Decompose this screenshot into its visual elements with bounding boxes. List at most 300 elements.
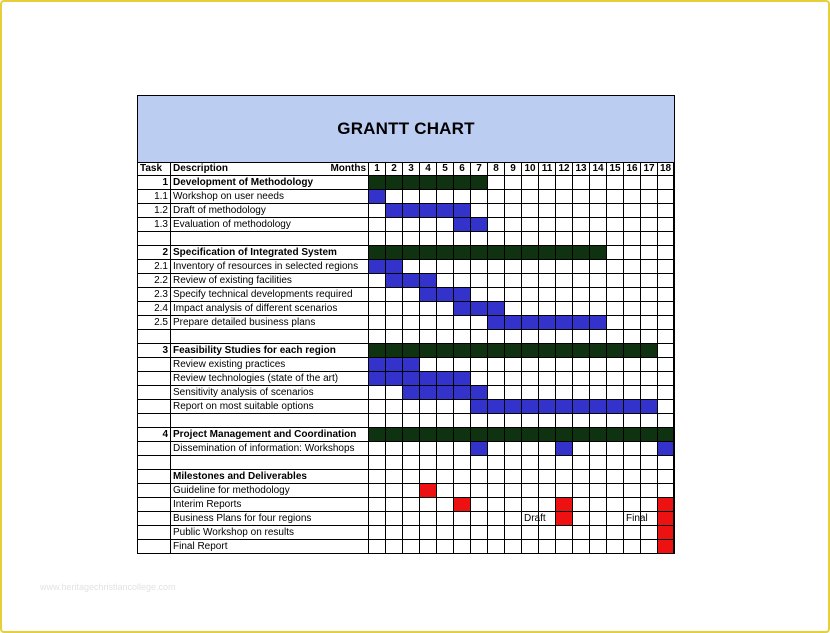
month-header-14: 14 [590, 162, 607, 176]
timeline-cell [556, 302, 573, 316]
timeline-cell [522, 372, 539, 386]
timeline-cell [420, 540, 437, 554]
timeline-cell [454, 526, 471, 540]
table-row [138, 428, 674, 442]
month-header-15: 15 [607, 162, 624, 176]
timeline-cell [573, 218, 590, 232]
timeline-cell [505, 218, 522, 232]
timeline-cell [403, 498, 420, 512]
table-row [138, 498, 674, 512]
timeline-bar-cell [369, 176, 386, 190]
timeline-cell [522, 498, 539, 512]
timeline-cell [539, 414, 556, 428]
timeline-bar-cell [437, 428, 454, 442]
timeline-bar-cell [471, 176, 488, 190]
timeline-cell [488, 386, 505, 400]
timeline-bar-cell [471, 428, 488, 442]
task-description: Interim Reports [171, 498, 369, 512]
timeline-cell [488, 232, 505, 246]
table-row [138, 190, 674, 204]
timeline-bar-cell [454, 204, 471, 218]
timeline-cell [505, 386, 522, 400]
timeline-cell [420, 232, 437, 246]
timeline-cell [607, 526, 624, 540]
timeline-cell [573, 274, 590, 288]
timeline-cell [590, 540, 607, 554]
timeline-bar-cell [488, 400, 505, 414]
timeline-cell [607, 540, 624, 554]
timeline-cell [369, 316, 386, 330]
timeline-bar-cell [420, 274, 437, 288]
table-row [138, 442, 674, 456]
timeline-cell [573, 386, 590, 400]
timeline-cell [556, 414, 573, 428]
timeline-cell [590, 498, 607, 512]
timeline-cell [641, 232, 658, 246]
timeline-bar-cell [369, 260, 386, 274]
timeline-cell [624, 526, 641, 540]
table-row [138, 260, 674, 274]
timeline-cell [437, 260, 454, 274]
timeline-cell [539, 386, 556, 400]
timeline-bar-cell [454, 246, 471, 260]
timeline-cell [573, 484, 590, 498]
timeline-cell [369, 414, 386, 428]
timeline-cell [573, 190, 590, 204]
timeline-bar-cell [573, 400, 590, 414]
timeline-bar-cell [403, 386, 420, 400]
timeline-cell [420, 400, 437, 414]
timeline-cell [505, 414, 522, 428]
timeline-bar-cell [590, 428, 607, 442]
timeline-cell [437, 470, 454, 484]
timeline-cell [403, 540, 420, 554]
timeline-cell [505, 330, 522, 344]
task-number: 3 [138, 344, 171, 358]
timeline-cell [437, 414, 454, 428]
timeline-cell [556, 190, 573, 204]
timeline-cell [505, 204, 522, 218]
timeline-cell [505, 190, 522, 204]
timeline-cell [641, 456, 658, 470]
table-row [138, 302, 674, 316]
month-header-1: 1 [369, 162, 386, 176]
timeline-cell [420, 330, 437, 344]
timeline-bar-cell [403, 344, 420, 358]
timeline-bar-cell [369, 190, 386, 204]
timeline-cell [556, 372, 573, 386]
table-row [138, 484, 674, 498]
month-header-18: 18 [658, 162, 674, 176]
timeline-cell [437, 316, 454, 330]
timeline-cell [641, 302, 658, 316]
timeline-bar-cell [386, 358, 403, 372]
timeline-cell [522, 302, 539, 316]
timeline-cell [624, 246, 641, 260]
header-description-label: Description [173, 163, 229, 174]
timeline-cell [607, 176, 624, 190]
timeline-bar-cell [556, 442, 573, 456]
timeline-cell [420, 414, 437, 428]
timeline-cell [386, 414, 403, 428]
month-header-16: 16 [624, 162, 641, 176]
timeline-cell [573, 372, 590, 386]
timeline-cell [505, 288, 522, 302]
task-description: Specification of Integrated System [171, 246, 369, 260]
task-number [138, 442, 171, 456]
timeline-cell [403, 414, 420, 428]
timeline-bar-cell [386, 260, 403, 274]
timeline-cell [607, 330, 624, 344]
timeline-cell [590, 526, 607, 540]
timeline-cell [386, 540, 403, 554]
timeline-cell [437, 540, 454, 554]
task-number: 2.3 [138, 288, 171, 302]
month-header-4: 4 [420, 162, 437, 176]
task-number [138, 456, 171, 470]
timeline-cell [522, 204, 539, 218]
task-number: 1.2 [138, 204, 171, 218]
timeline-cell [658, 316, 674, 330]
timeline-cell [386, 288, 403, 302]
task-number [138, 386, 171, 400]
header-months-label: Months [330, 163, 366, 174]
task-number [138, 540, 171, 554]
timeline-cell [505, 498, 522, 512]
timeline-bar-cell [556, 316, 573, 330]
timeline-cell [369, 400, 386, 414]
timeline-cell [471, 190, 488, 204]
timeline-cell [624, 330, 641, 344]
table-row [138, 204, 674, 218]
timeline-cell [658, 274, 674, 288]
timeline-cell [539, 540, 556, 554]
task-description: Impact analysis of different scenarios [171, 302, 369, 316]
timeline-cell [641, 218, 658, 232]
timeline-cell [505, 176, 522, 190]
timeline-cell [658, 386, 674, 400]
timeline-cell [471, 330, 488, 344]
timeline-cell [471, 232, 488, 246]
timeline-cell [641, 442, 658, 456]
task-description: Evaluation of methodology [171, 218, 369, 232]
timeline-cell [522, 218, 539, 232]
task-description: Business Plans for four regions [171, 512, 369, 526]
timeline-bar-cell [573, 246, 590, 260]
timeline-cell [590, 358, 607, 372]
timeline-cell [624, 442, 641, 456]
task-description: Final Report [171, 540, 369, 554]
timeline-cell [488, 512, 505, 526]
timeline-bar-cell [556, 400, 573, 414]
timeline-cell [607, 288, 624, 302]
timeline-cell [641, 358, 658, 372]
task-description: Milestones and Deliverables [171, 470, 369, 484]
timeline-cell [607, 204, 624, 218]
timeline-bar-cell [437, 386, 454, 400]
timeline-cell [590, 288, 607, 302]
timeline-bar-cell [403, 246, 420, 260]
timeline-cell [573, 260, 590, 274]
task-description: Report on most suitable options [171, 400, 369, 414]
timeline-cell [386, 302, 403, 316]
timeline-bar-cell [590, 316, 607, 330]
timeline-bar-cell [573, 316, 590, 330]
timeline-cell [539, 190, 556, 204]
timeline-cell [369, 330, 386, 344]
timeline-bar-cell [420, 288, 437, 302]
timeline-bar-cell [658, 512, 674, 526]
timeline-cell [539, 526, 556, 540]
task-description: Feasibility Studies for each region [171, 344, 369, 358]
timeline-cell [488, 190, 505, 204]
timeline-cell [437, 456, 454, 470]
timeline-cell [539, 470, 556, 484]
timeline-cell [607, 260, 624, 274]
timeline-cell [403, 512, 420, 526]
timeline-bar-cell [437, 204, 454, 218]
timeline-cell [454, 232, 471, 246]
timeline-cell [488, 456, 505, 470]
timeline-cell [556, 330, 573, 344]
month-header-10: 10 [522, 162, 539, 176]
gantt-sheet [137, 95, 675, 554]
timeline-cell [539, 274, 556, 288]
timeline-cell [522, 470, 539, 484]
month-header-12: 12 [556, 162, 573, 176]
timeline-cell [641, 190, 658, 204]
timeline-bar-cell [386, 204, 403, 218]
timeline-cell [369, 302, 386, 316]
timeline-cell [590, 176, 607, 190]
timeline-bar-cell [624, 344, 641, 358]
header-task: Task [138, 162, 171, 176]
timeline-cell [556, 484, 573, 498]
timeline-cell [471, 470, 488, 484]
timeline-cell [437, 218, 454, 232]
timeline-cell [573, 288, 590, 302]
timeline-bar-cell [369, 372, 386, 386]
timeline-cell [641, 470, 658, 484]
task-description: Inventory of resources in selected regions [171, 260, 369, 274]
timeline-cell [590, 218, 607, 232]
timeline-cell [624, 260, 641, 274]
timeline-bar-cell [539, 400, 556, 414]
timeline-cell [488, 204, 505, 218]
timeline-bar-cell [658, 428, 674, 442]
table-row [138, 232, 674, 246]
timeline-cell [403, 218, 420, 232]
timeline-cell [658, 176, 674, 190]
timeline-cell [556, 526, 573, 540]
timeline-cell [420, 512, 437, 526]
timeline-cell [403, 330, 420, 344]
timeline-cell [369, 484, 386, 498]
month-header-8: 8 [488, 162, 505, 176]
timeline-bar-cell [641, 400, 658, 414]
timeline-cell [556, 358, 573, 372]
timeline-bar-cell [454, 498, 471, 512]
timeline-cell [624, 386, 641, 400]
timeline-cell [607, 316, 624, 330]
task-description: Draft of methodology [171, 204, 369, 218]
timeline-bar-cell [641, 428, 658, 442]
table-row [138, 274, 674, 288]
timeline-cell [658, 246, 674, 260]
timeline-cell [522, 176, 539, 190]
timeline-cell [386, 470, 403, 484]
timeline-cell [641, 540, 658, 554]
table-row [138, 218, 674, 232]
timeline-cell [488, 176, 505, 190]
timeline-cell [437, 442, 454, 456]
timeline-bar-cell [522, 344, 539, 358]
timeline-cell [505, 526, 522, 540]
timeline-bar-cell [386, 176, 403, 190]
timeline-bar-cell [471, 246, 488, 260]
task-description: Review existing practices [171, 358, 369, 372]
timeline-bar-cell [556, 344, 573, 358]
timeline-cell [437, 274, 454, 288]
timeline-cell [454, 512, 471, 526]
timeline-cell [488, 330, 505, 344]
timeline-bar-cell [488, 246, 505, 260]
timeline-bar-cell [607, 344, 624, 358]
timeline-cell [505, 302, 522, 316]
timeline-cell [590, 456, 607, 470]
timeline-cell [641, 176, 658, 190]
timeline-cell [522, 540, 539, 554]
timeline-bar-cell [505, 344, 522, 358]
timeline-cell [573, 526, 590, 540]
timeline-cell [437, 302, 454, 316]
timeline-bar-cell [454, 386, 471, 400]
timeline-bar-cell [437, 288, 454, 302]
timeline-cell [556, 274, 573, 288]
timeline-cell [624, 414, 641, 428]
timeline-cell [403, 288, 420, 302]
table-row [138, 400, 674, 414]
timeline-cell [522, 260, 539, 274]
timeline-cell [386, 442, 403, 456]
timeline-bar-cell [522, 428, 539, 442]
timeline-cell [641, 204, 658, 218]
timeline-cell [573, 540, 590, 554]
timeline-cell [590, 232, 607, 246]
timeline-cell [386, 190, 403, 204]
timeline-cell [522, 288, 539, 302]
timeline-cell [607, 246, 624, 260]
timeline-cell [556, 386, 573, 400]
timeline-cell [539, 358, 556, 372]
timeline-cell [539, 498, 556, 512]
timeline-bar-cell [369, 358, 386, 372]
timeline-bar-cell [386, 274, 403, 288]
timeline-cell [641, 484, 658, 498]
timeline-bar-cell [471, 386, 488, 400]
timeline-cell [590, 274, 607, 288]
timeline-cell [403, 260, 420, 274]
task-number: 2 [138, 246, 171, 260]
timeline-cell [420, 358, 437, 372]
timeline-cell [437, 512, 454, 526]
timeline-cell [522, 456, 539, 470]
timeline-cell [658, 190, 674, 204]
timeline-bar-cell [454, 302, 471, 316]
timeline-cell [607, 218, 624, 232]
timeline-bar-cell [607, 400, 624, 414]
timeline-cell [556, 204, 573, 218]
task-number [138, 498, 171, 512]
timeline-cell [488, 260, 505, 274]
month-header-11: 11 [539, 162, 556, 176]
timeline-cell [641, 414, 658, 428]
timeline-cell [658, 288, 674, 302]
table-row [138, 316, 674, 330]
timeline-cell [437, 484, 454, 498]
timeline-cell [590, 260, 607, 274]
timeline-cell [369, 232, 386, 246]
task-number: 4 [138, 428, 171, 442]
table-row [138, 470, 674, 484]
timeline-cell [522, 358, 539, 372]
timeline-cell [556, 176, 573, 190]
table-row [138, 386, 674, 400]
timeline-cell [420, 302, 437, 316]
timeline-cell [522, 274, 539, 288]
timeline-cell [624, 358, 641, 372]
timeline-bar-cell [539, 246, 556, 260]
timeline-bar-cell [386, 246, 403, 260]
timeline-cell [573, 498, 590, 512]
timeline-cell [505, 512, 522, 526]
timeline-cell [369, 512, 386, 526]
timeline-cell [539, 484, 556, 498]
timeline-cell [573, 358, 590, 372]
timeline-cell [454, 414, 471, 428]
timeline-cell [641, 330, 658, 344]
timeline-cell [607, 302, 624, 316]
table-row [138, 512, 674, 526]
timeline-bar-cell [454, 372, 471, 386]
timeline-cell [573, 302, 590, 316]
timeline-cell [658, 218, 674, 232]
task-number: 1 [138, 176, 171, 190]
timeline-cell [607, 498, 624, 512]
timeline-cell [658, 260, 674, 274]
task-number: 1.1 [138, 190, 171, 204]
timeline-cell [573, 442, 590, 456]
timeline-bar-cell [590, 246, 607, 260]
task-description [171, 456, 369, 470]
timeline-cell [403, 526, 420, 540]
table-row [138, 344, 674, 358]
timeline-cell [386, 400, 403, 414]
timeline-bar-cell [369, 428, 386, 442]
task-description: Workshop on user needs [171, 190, 369, 204]
timeline-cell [539, 456, 556, 470]
timeline-cell [573, 330, 590, 344]
timeline-cell [641, 260, 658, 274]
timeline-bar-cell [420, 176, 437, 190]
timeline-bar-cell [658, 526, 674, 540]
timeline-cell [658, 414, 674, 428]
timeline-cell [420, 190, 437, 204]
timeline-bar-cell [471, 400, 488, 414]
timeline-cell [556, 260, 573, 274]
table-row [138, 358, 674, 372]
timeline-cell [522, 232, 539, 246]
